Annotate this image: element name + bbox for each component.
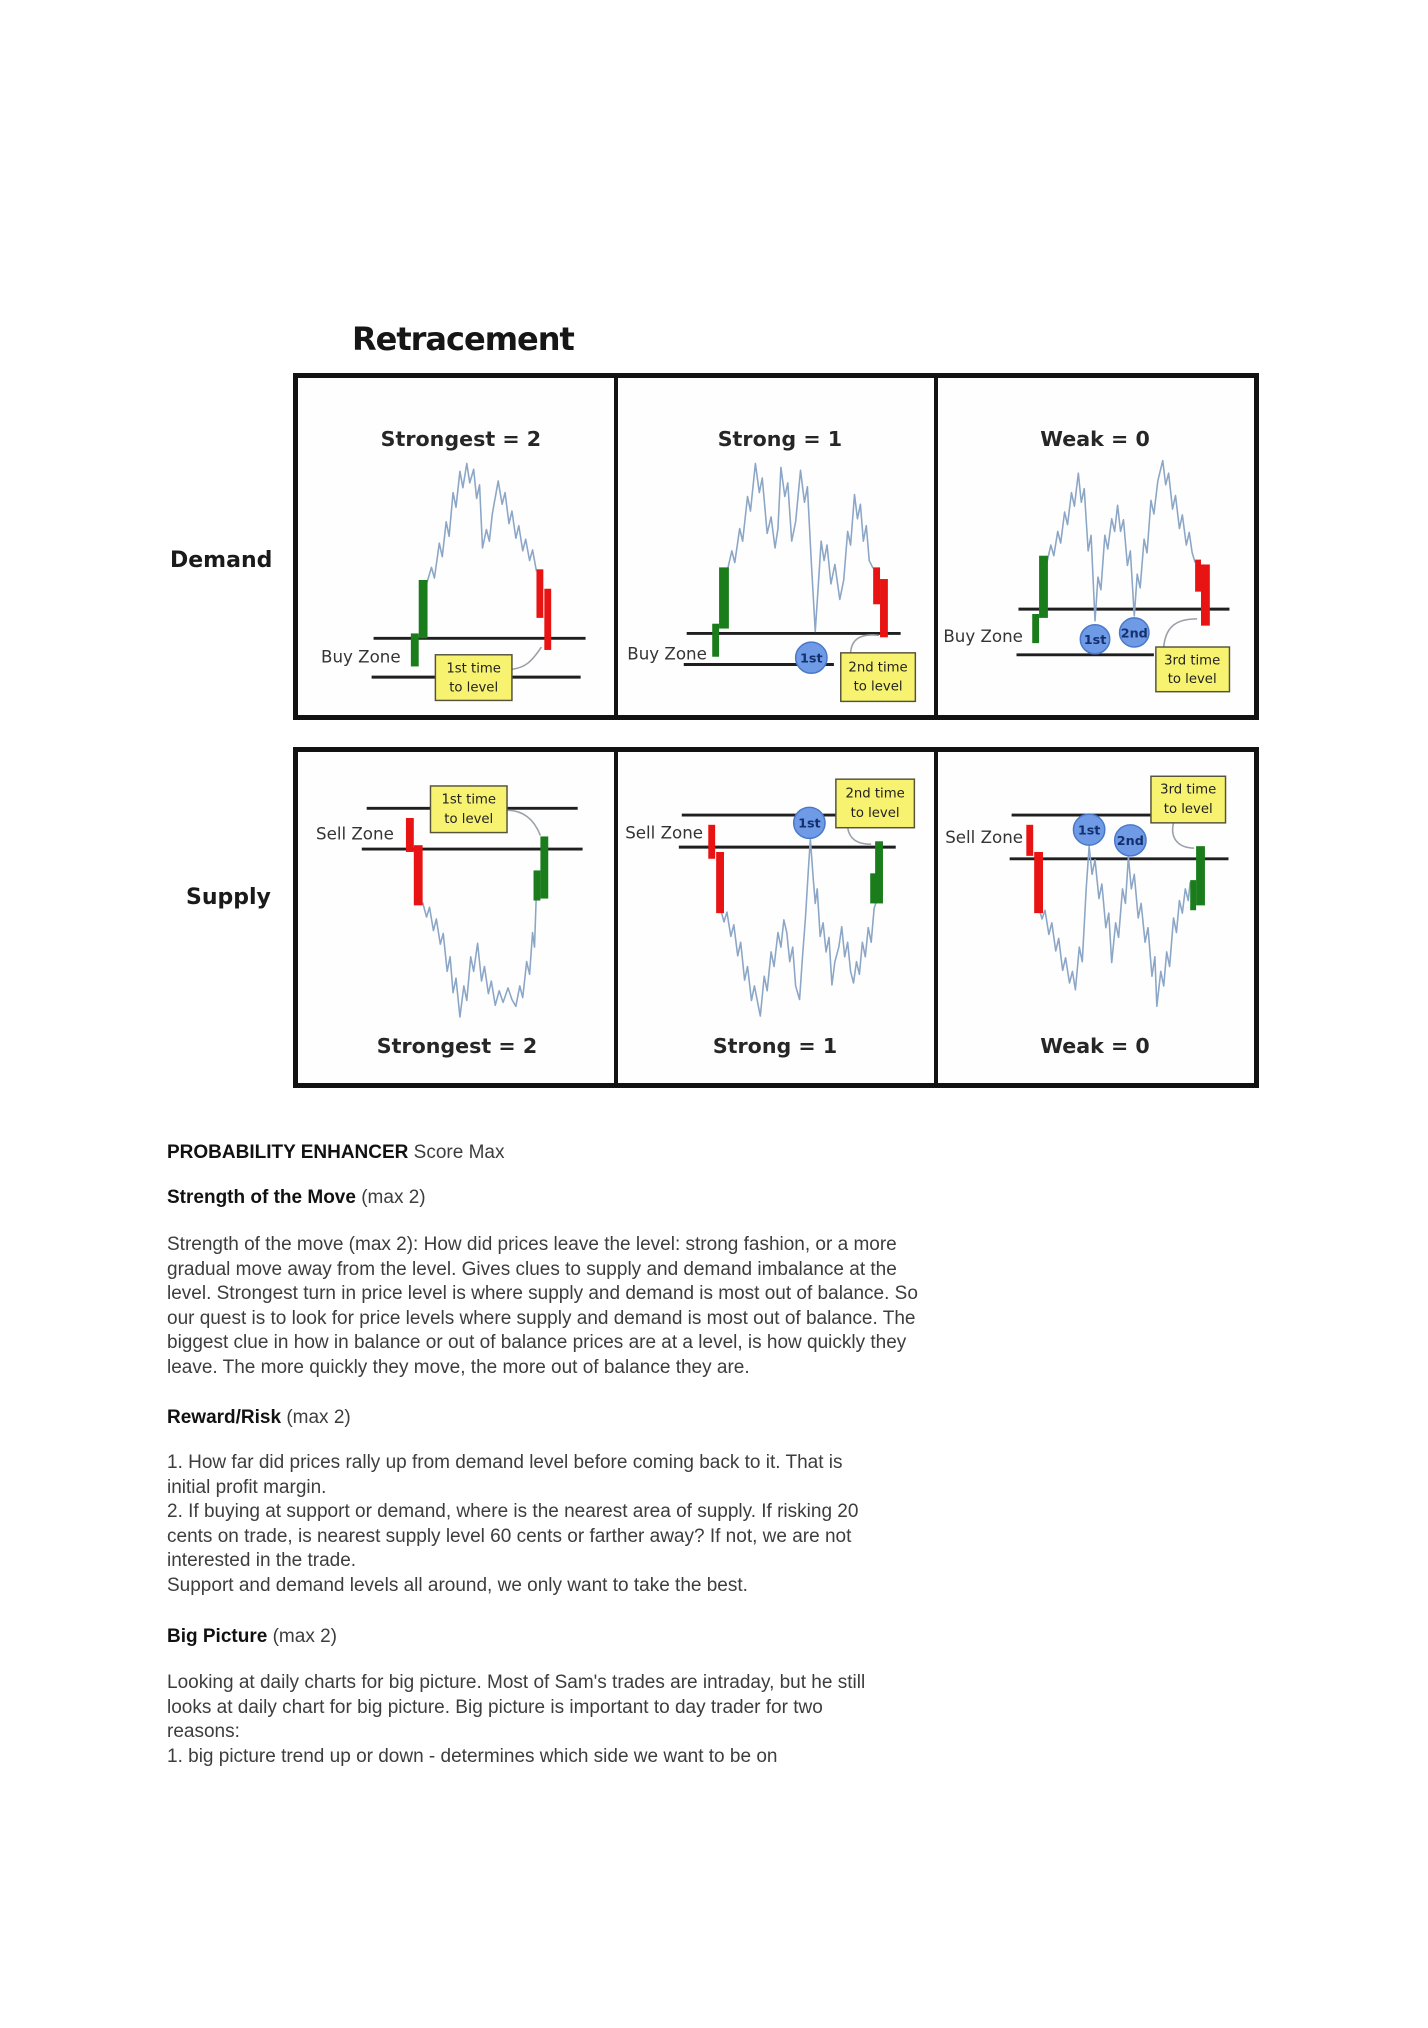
callout-text: to level <box>1163 802 1213 818</box>
panel-title: Strong = 1 <box>717 427 843 451</box>
doc-line: reasons: <box>167 1721 240 1743</box>
doc-line: our quest is to look for price levels where supply and demand is most out of balance. The <box>167 1307 916 1329</box>
down-candle <box>880 579 888 637</box>
doc-line: Support and demand levels all around, we only want to take the best. <box>167 1574 748 1596</box>
callout-text: 3rd time <box>1160 782 1217 798</box>
callout-text: 3rd time <box>1164 653 1221 669</box>
doc-line: initial profit margin. <box>167 1476 327 1498</box>
strength-of-move-paragraph <box>167 1233 918 1381</box>
doc-line: looks at daily chart for big picture. Big picture is important to day trader for two <box>167 1696 823 1718</box>
price-path <box>720 839 876 1016</box>
section-title-bold: Reward/Risk <box>167 1407 282 1428</box>
section-title-bold: Strength of the Move <box>167 1187 356 1208</box>
callout-text: to level <box>444 811 494 827</box>
price-path <box>1047 461 1195 621</box>
callout-text: to level <box>1167 672 1217 687</box>
doc-line: biggest clue in how in balance or out of balance prices are at a level, is how quickly they <box>167 1332 907 1354</box>
panel-title: Weak = 0 <box>1040 1034 1150 1058</box>
section-heading-strength-of-the-move <box>167 1186 426 1211</box>
doc-line: cents on trade, is nearest supply level 60 cents or farther away? If not, we are not <box>167 1525 852 1547</box>
panel-title: Strongest = 2 <box>376 1034 538 1058</box>
up-candle <box>1196 846 1205 905</box>
zone-label: Buy Zone <box>943 627 1023 647</box>
big-picture-paragraph <box>167 1671 865 1769</box>
heading-bold-text: PROBABILITY ENHANCER <box>167 1142 409 1163</box>
price-path <box>423 890 537 1017</box>
touch-marker-label: 1st <box>798 815 821 831</box>
doc-line: interested in the trade. <box>167 1550 357 1572</box>
down-candle <box>1195 560 1201 592</box>
callout-text: 1st time <box>446 661 501 677</box>
down-candle <box>708 825 715 859</box>
panel-demand-strongest <box>298 378 614 715</box>
panel-demand-strong <box>614 378 934 715</box>
up-candle <box>411 633 419 666</box>
callout-text: to level <box>449 680 499 696</box>
doc-line: 1. How far did prices rally up from demand level before coming back to it. That is <box>167 1452 843 1473</box>
down-candle <box>544 589 551 650</box>
section-heading-reward-risk <box>167 1406 351 1431</box>
up-candle <box>1032 614 1039 643</box>
callout-text: 2nd time <box>845 786 905 802</box>
probability-enhancer-heading <box>167 1141 504 1166</box>
demand-row-box <box>293 373 1259 720</box>
up-candle <box>1039 556 1048 618</box>
touch-marker-label: 1st <box>1077 822 1101 838</box>
price-path <box>1038 846 1190 1006</box>
panel-demand-weak <box>934 378 1254 715</box>
doc-line: 1. big picture trend up or down - determines which side we want to be on <box>167 1745 778 1767</box>
down-candle <box>1034 852 1043 913</box>
panel-title: Strongest = 2 <box>380 427 542 451</box>
doc-line: gradual move away from the level. Gives clues to supply and demand imbalance at the <box>167 1258 897 1280</box>
supply-row-box <box>293 747 1259 1088</box>
down-candle <box>1026 825 1033 856</box>
panel-supply-weak <box>934 752 1254 1083</box>
panel-supply-strongest <box>298 752 614 1083</box>
down-candle <box>1201 564 1210 625</box>
callout-text: 2nd time <box>848 660 908 676</box>
doc-line: Looking at daily charts for big picture. Most of Sam's trades are intraday, but he still <box>167 1672 866 1693</box>
panel-supply-strong <box>614 752 934 1083</box>
callout-connector <box>512 647 541 669</box>
touch-marker-label: 2nd <box>1116 833 1144 849</box>
callout-connector <box>1164 619 1197 647</box>
down-candle <box>414 845 423 905</box>
down-candle <box>716 852 724 913</box>
section-title-rest: (max 2) <box>281 1407 351 1428</box>
up-candle <box>534 870 541 900</box>
doc-line: level. Strongest turn in price level is where supply and demand is most out of balance. So <box>167 1283 918 1305</box>
doc-line: leave. The more quickly they move, the more out of balance they are. <box>167 1356 750 1378</box>
callout-text: to level <box>853 679 903 695</box>
zone-label: Sell Zone <box>315 824 394 844</box>
touch-marker-label: 1st <box>800 650 823 666</box>
down-candle <box>536 569 543 618</box>
doc-line: Strength of the move (max 2): How did prices leave the level: strong fashion, or a more <box>167 1234 897 1255</box>
doc-line: 2. If buying at support or demand, where is the nearest area of supply. If risking 20 <box>167 1501 859 1523</box>
callout-text: to level <box>850 806 900 822</box>
section-title-bold: Big Picture <box>167 1626 268 1647</box>
down-candle <box>406 818 414 852</box>
touch-marker-label: 2nd <box>1120 625 1148 641</box>
up-candle <box>540 836 548 898</box>
price-path <box>427 463 537 583</box>
callout-connector <box>1173 823 1194 848</box>
section-title-rest: (max 2) <box>355 1187 426 1208</box>
up-candle <box>712 624 719 657</box>
callout-connector <box>507 810 540 835</box>
section-heading-big-picture <box>167 1625 337 1650</box>
zone-label: Buy Zone <box>627 644 707 664</box>
row-label-supply: Supply <box>186 885 271 910</box>
callout-connector <box>848 828 872 845</box>
up-candle <box>1190 880 1196 910</box>
zone-label: Buy Zone <box>321 647 401 667</box>
panel-title: Weak = 0 <box>1040 427 1150 451</box>
up-candle <box>419 580 428 638</box>
touch-marker-label: 1st <box>1083 632 1107 648</box>
heading-rest-text: Score Max <box>408 1142 505 1163</box>
panel-title: Strong = 1 <box>712 1034 838 1058</box>
price-path <box>727 463 873 631</box>
zone-label: Sell Zone <box>625 823 704 843</box>
row-label-demand: Demand <box>170 548 273 573</box>
down-candle <box>873 567 880 604</box>
figure-title: Retracement <box>352 320 574 358</box>
zone-label: Sell Zone <box>945 828 1024 848</box>
reward-risk-paragraph <box>167 1451 858 1599</box>
callout-text: 1st time <box>441 792 497 808</box>
callout-connector <box>851 635 879 653</box>
up-candle <box>719 567 729 628</box>
up-candle <box>875 841 883 903</box>
section-title-rest: (max 2) <box>267 1626 337 1647</box>
